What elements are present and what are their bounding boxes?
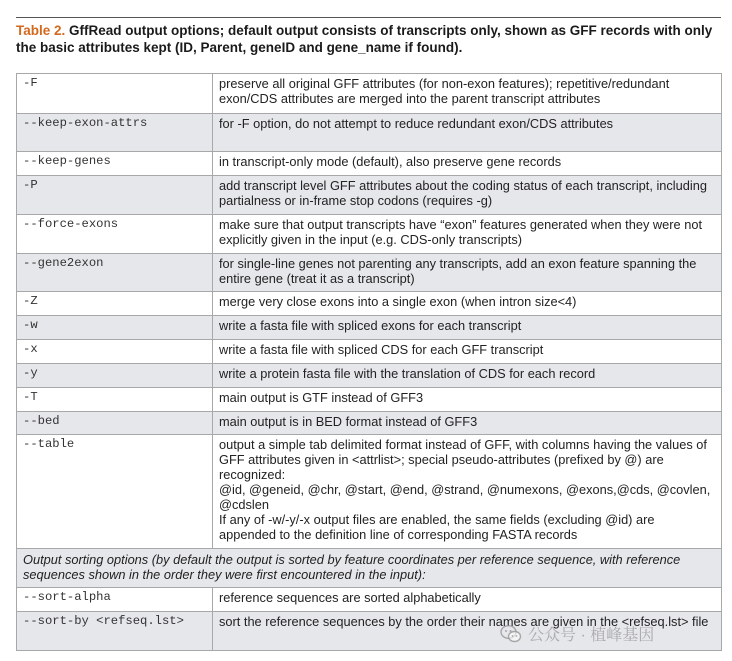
- description-cell: make sure that output transcripts have “exon” features generated when they were not explicitly given in the input (e.g. CDS-only transcripts): [213, 215, 722, 254]
- table-caption: [16, 22, 728, 56]
- table-row: [17, 254, 722, 292]
- table-row: [17, 152, 722, 176]
- table-row: [17, 215, 722, 254]
- table-row: [17, 412, 722, 435]
- table-caption-text: GffRead output options; default output consists of transcripts only, shown as GFF records with only the basic attributes kept (ID, Parent, geneID and gene_name if found).: [16, 23, 713, 55]
- table-row: [17, 114, 722, 152]
- description-cell: write a fasta file with spliced exons for each transcript: [213, 316, 722, 340]
- table-row: [17, 364, 722, 388]
- options-table: [16, 73, 722, 651]
- description-line: @id, @geneid, @chr, @start, @end, @strand, @numexons, @exons,@cds, @covlen, @cdslen: [219, 482, 711, 512]
- table-row: [17, 74, 722, 114]
- top-rule: [16, 17, 721, 18]
- section-note: Output sorting options (by default the output is sorted by feature coordinates per reference sequence, with reference sequences shown in the order they were first encountered in the input):: [17, 549, 722, 588]
- table-row: [17, 176, 722, 215]
- table-caption-label: Table 2.: [16, 23, 66, 38]
- wechat-icon: [500, 624, 522, 644]
- table-row: [17, 388, 722, 412]
- option-cell: -w: [17, 316, 213, 340]
- description-cell: write a protein fasta file with the translation of CDS for each record: [213, 364, 722, 388]
- option-cell: -x: [17, 340, 213, 364]
- section-note-row: [17, 549, 722, 588]
- option-cell: -Z: [17, 292, 213, 316]
- description-cell: for single-line genes not parenting any transcripts, add an exon feature spanning the entire gene (treat it as a transcript): [213, 254, 722, 292]
- option-cell: -F: [17, 74, 213, 114]
- option-cell: --gene2exon: [17, 254, 213, 292]
- description-line: If any of -w/-y/-x output files are enabled, the same fields (excluding @id) are appended to the definition line of corresponding FASTA records: [219, 512, 655, 542]
- option-cell: --sort-alpha: [17, 588, 213, 612]
- option-cell: -y: [17, 364, 213, 388]
- description-cell: [213, 435, 722, 549]
- table-row: [17, 435, 722, 549]
- option-cell: -T: [17, 388, 213, 412]
- description-cell: add transcript level GFF attributes about the coding status of each transcript, including partialness or in-frame stop codons (requires -g): [213, 176, 722, 215]
- option-cell: --keep-genes: [17, 152, 213, 176]
- description-cell: merge very close exons into a single exon (when intron size<4): [213, 292, 722, 316]
- description-cell: main output is in BED format instead of GFF3: [213, 412, 722, 435]
- description-line: output a simple tab delimited format instead of GFF, with columns having the values of GFF attributes given in <attrlist>; special pseudo-attributes (prefixed by @) are recognized:: [219, 437, 707, 482]
- option-cell: --force-exons: [17, 215, 213, 254]
- watermark: [500, 622, 654, 645]
- description-cell: sort the reference sequences by the order their names are given in the <refseq.lst> file: [213, 612, 722, 651]
- table-row: [17, 316, 722, 340]
- description-cell: preserve all original GFF attributes (for non-exon features); repetitive/redundant exon/CDS attributes are merged into the parent transcript attributes: [213, 74, 722, 114]
- option-cell: --keep-exon-attrs: [17, 114, 213, 152]
- description-cell: in transcript-only mode (default), also preserve gene records: [213, 152, 722, 176]
- description-cell: write a fasta file with spliced CDS for each GFF transcript: [213, 340, 722, 364]
- table-row: [17, 292, 722, 316]
- table-row: [17, 340, 722, 364]
- description-cell: main output is GTF instead of GFF3: [213, 388, 722, 412]
- option-cell: --bed: [17, 412, 213, 435]
- option-cell: --table: [17, 435, 213, 549]
- description-cell: for -F option, do not attempt to reduce redundant exon/CDS attributes: [213, 114, 722, 152]
- watermark-text: 公众号 · 植峰基因: [528, 627, 655, 644]
- option-cell: --sort-by <refseq.lst>: [17, 612, 213, 651]
- option-cell: -P: [17, 176, 213, 215]
- table-row: [17, 588, 722, 612]
- description-cell: reference sequences are sorted alphabetically: [213, 588, 722, 612]
